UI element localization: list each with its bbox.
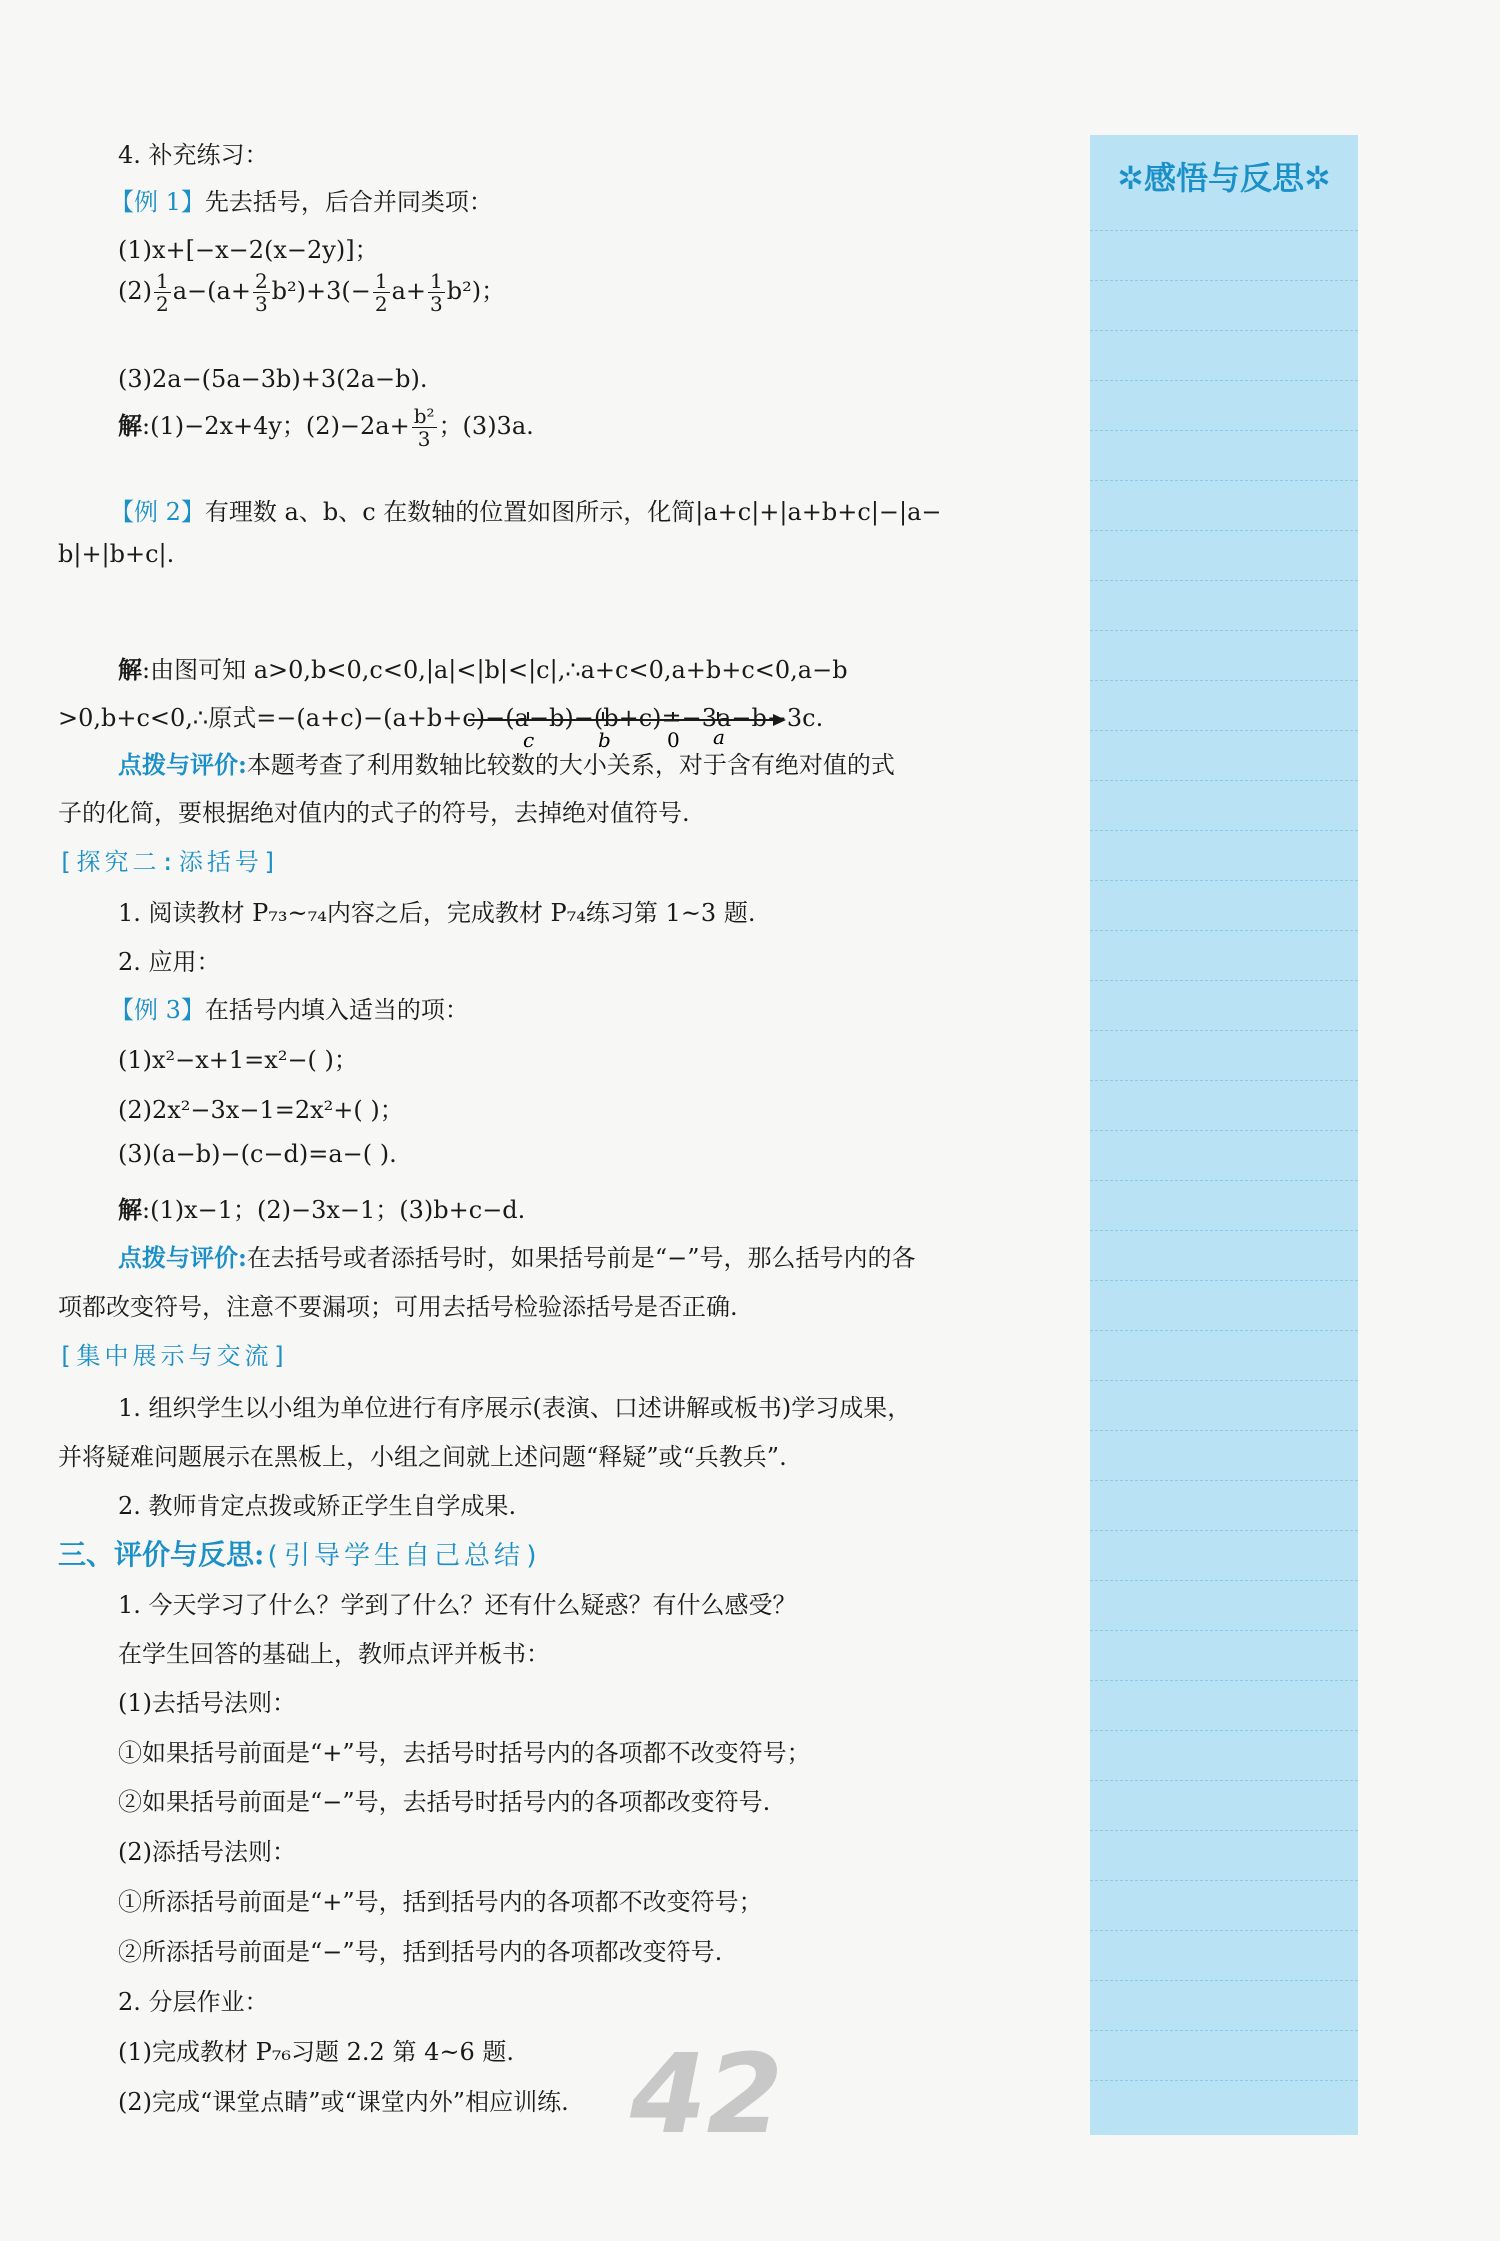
example-2-solution-2: >0,b+c<0,∴原式=−(a+c)−(a+b+c)−(a−b)−(b+c)=−3a−b−3c. <box>58 704 824 732</box>
sidebar-rule <box>1090 230 1358 231</box>
example-2-tag: 【例 2】 <box>110 498 205 526</box>
fraction: $\frac{\text{b²}}{3}$ <box>413 404 435 451</box>
sidebar-rule <box>1090 1180 1358 1181</box>
page-number: 42 <box>630 2030 784 2158</box>
example-3-q2: (2)2x²−3x−1=2x²+( )； <box>118 1096 404 1124</box>
sidebar-rule <box>1090 1980 1358 1981</box>
sidebar-rule <box>1090 280 1358 281</box>
sidebar-rule <box>1090 1880 1358 1881</box>
sidebar-rule <box>1090 930 1358 931</box>
sidebar-rule <box>1090 1530 1358 1531</box>
reflection-sidebar <box>1090 135 1358 2135</box>
sidebar-rule <box>1090 1430 1358 1431</box>
sidebar-rule <box>1090 630 1358 631</box>
section-explore-2: [探究二:添括号] <box>58 848 282 876</box>
fraction: $\frac{1}{3}$ <box>430 269 443 316</box>
example-3-q3: (3)(a−b)−(c−d)=a−( ). <box>118 1140 397 1168</box>
sidebar-rule <box>1090 1080 1358 1081</box>
explore-2-item-2: 2. 应用： <box>118 948 221 976</box>
example-1-q1: (1)x+[−x−2(x−2y)]； <box>118 236 379 264</box>
example-1-solution: 解:(1)−2x+4y；(2)−2a+ $\frac{\text{b²}}{3}$ ；(3)3a. <box>118 404 534 451</box>
reflect-line-8: ②所添括号前面是“−”号，括到括号内的各项都改变符号. <box>118 1938 723 1966</box>
sidebar-rule <box>1090 880 1358 881</box>
example-3-solution: 解:(1)x−1；(2)−3x−1；(3)b+c−d. <box>118 1195 526 1224</box>
sidebar-rule <box>1090 1330 1358 1331</box>
reflect-line-2: 在学生回答的基础上，教师点评并板书： <box>118 1640 550 1668</box>
sidebar-rule <box>1090 2080 1358 2081</box>
sidebar-rule <box>1090 1630 1358 1631</box>
sidebar-rule <box>1090 2030 1358 2031</box>
example-1-text: 先去括号，后合并同类项： <box>204 188 493 216</box>
fraction: $\frac{2}{3}$ <box>254 269 268 316</box>
reflect-line-7: ①所添括号前面是“+”号，括到括号内的各项都不改变符号； <box>118 1888 763 1916</box>
sidebar-rule <box>1090 530 1358 531</box>
explore-2-item-1: 1. 阅读教材 P₇₃~₇₄内容之后，完成教材 P₇₄练习第 1~3 题. <box>118 899 756 927</box>
sidebar-rule <box>1090 330 1358 331</box>
sidebar-rule <box>1090 1030 1358 1031</box>
reflect-line-3: (1)去括号法则： <box>118 1689 296 1717</box>
show-item-1-cont: 并将疑难问题展示在黑板上，小组之间就上述问题“释疑”或“兵教兵”. <box>58 1443 787 1471</box>
example-1 <box>110 182 493 217</box>
reflect-line-1: 1. 今天学习了什么？学到了什么？还有什么疑惑？有什么感受？ <box>118 1591 797 1619</box>
example-3: 【例 3】在括号内填入适当的项： <box>110 996 469 1024</box>
sidebar-rule <box>1090 780 1358 781</box>
show-item-1: 1. 组织学生以小组为单位进行有序展示(表演、口述讲解或板书)学习成果， <box>118 1394 912 1422</box>
reflect-line-10: (1)完成教材 P₇₆习题 2.2 第 4~6 题. <box>118 2038 514 2066</box>
sidebar-rule <box>1090 1480 1358 1481</box>
heading-evaluation: 三、评价与反思:(引导学生自己总结) <box>58 1538 544 1571</box>
example-3-tag: 【例 3】 <box>110 996 205 1024</box>
sidebar-rule <box>1090 1930 1358 1931</box>
sidebar-rule <box>1090 1780 1358 1781</box>
example-2: 【例 2】有理数 a、b、c 在数轴的位置如图所示，化简|a+c|+|a+b+c|−|a− <box>110 498 942 526</box>
comment-2: 点拨与评价:在去括号或者添括号时，如果括号前是“−”号，那么括号内的各 <box>118 1243 916 1272</box>
sidebar-rule <box>1090 730 1358 731</box>
example-2-solution-1: 解:由图可知 a>0,b<0,c<0,|a|<|b|<|c|,∴a+c<0,a+b+c<0,a−b <box>118 655 848 684</box>
reflect-line-6: (2)添括号法则： <box>118 1838 296 1866</box>
item-4: 4. 补充练习： <box>118 141 269 169</box>
example-3-q1: (1)x²−x+1=x²−( )； <box>118 1046 358 1074</box>
sidebar-rule <box>1090 1580 1358 1581</box>
show-item-2: 2. 教师肯定点拨或矫正学生自学成果. <box>118 1492 517 1520</box>
sidebar-rule <box>1090 1280 1358 1281</box>
comment-2-cont: 项都改变符号，注意不要漏项；可用去括号检验添括号是否正确. <box>58 1293 738 1321</box>
comment-1-cont: 子的化简，要根据绝对值内的式子的符号，去掉绝对值符号. <box>58 799 690 827</box>
reflect-line-9: 2. 分层作业： <box>118 1988 269 2016</box>
numline-label-c: c <box>523 728 535 752</box>
sidebar-rule <box>1090 980 1358 981</box>
reflect-line-4: ①如果括号前面是“+”号，去括号时括号内的各项都不改变符号； <box>118 1739 811 1767</box>
numline-label-b: b <box>598 728 611 752</box>
sidebar-rule <box>1090 830 1358 831</box>
sidebar-rule <box>1090 1680 1358 1681</box>
sidebar-title: ✲感悟与反思✲ <box>1117 159 1331 197</box>
sidebar-rule <box>1090 1380 1358 1381</box>
sidebar-rule <box>1090 1130 1358 1131</box>
example-1-tag: 【例 1】 <box>110 188 205 216</box>
numline-label-a: a <box>713 725 725 749</box>
numline-label-0: 0 <box>667 728 680 752</box>
sidebar-rule <box>1090 1830 1358 1831</box>
reflect-line-5: ②如果括号前面是“−”号，去括号时括号内的各项都改变符号. <box>118 1788 771 1816</box>
sidebar-rule <box>1090 1730 1358 1731</box>
sidebar-rule <box>1090 1230 1358 1231</box>
comment-1: 点拨与评价:本题考查了利用数轴比较数的大小关系，对于含有绝对值的式 <box>118 750 895 779</box>
section-show-exchange: [集中展示与交流] <box>58 1342 291 1370</box>
sidebar-rule <box>1090 430 1358 431</box>
example-1-q2: (2) $\frac{1}{2}$ a−(a+ $\frac{2}{3}$ b²)+3(− $\frac{1}{2}$ a+ $\frac{1}{3}$ b²)； <box>118 269 506 316</box>
example-2-text-cont: b|+|b+c|. <box>58 540 175 568</box>
fraction: $\frac{1}{2}$ <box>374 269 388 316</box>
sidebar-rule <box>1090 480 1358 481</box>
fraction: $\frac{1}{2}$ <box>156 269 169 316</box>
sidebar-rule <box>1090 380 1358 381</box>
sidebar-rule <box>1090 580 1358 581</box>
example-1-q3: (3)2a−(5a−3b)+3(2a−b). <box>118 365 428 393</box>
reflect-line-11: (2)完成“课堂点睛”或“课堂内外”相应训练. <box>118 2088 569 2116</box>
sidebar-rule <box>1090 680 1358 681</box>
